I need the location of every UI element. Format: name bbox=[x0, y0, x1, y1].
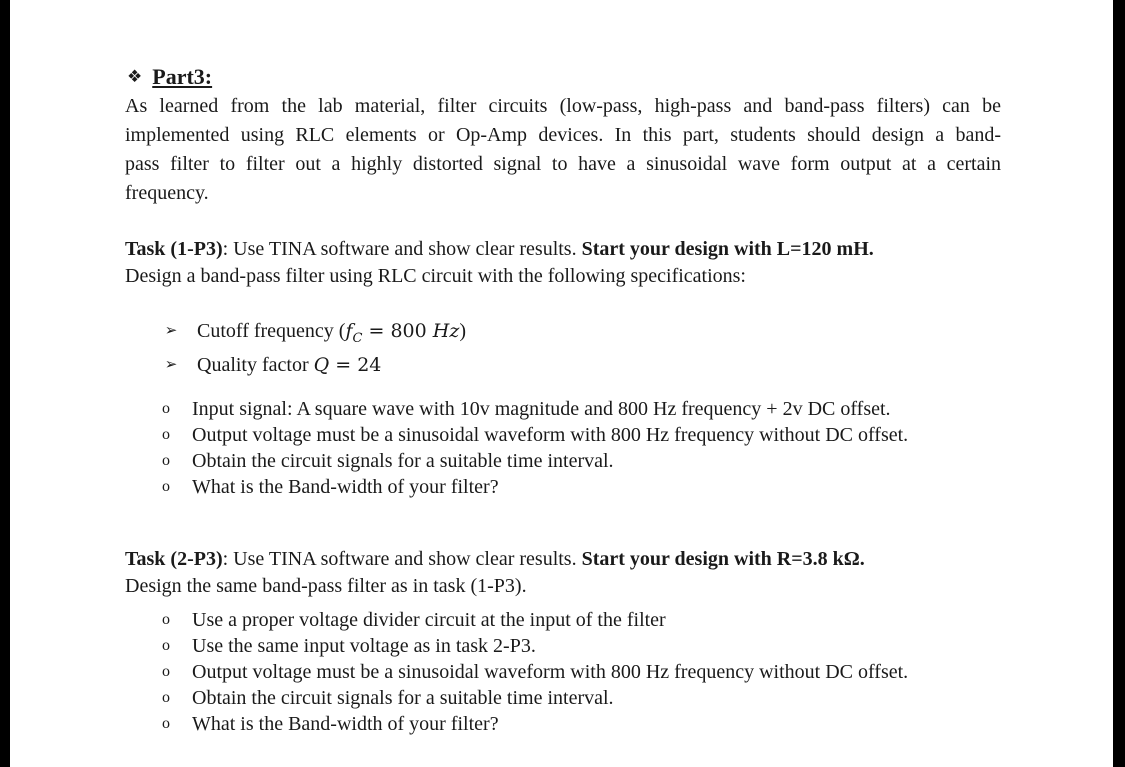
spec-math-value: = 800 bbox=[362, 320, 433, 342]
list-item-text: Use the same input voltage as in task 2-P3. bbox=[192, 635, 536, 657]
intro-paragraph bbox=[125, 92, 1001, 208]
list-item-text: Input signal: A square wave with 10v magnitude and 800 Hz frequency + 2v DC offset. bbox=[192, 398, 891, 420]
part-title: Part3: bbox=[152, 64, 213, 89]
list-item bbox=[156, 422, 908, 448]
list-item bbox=[156, 685, 908, 711]
list-item-text: Output voltage must be a sinusoidal waveform with 800 Hz frequency without DC offset. bbox=[192, 661, 909, 683]
circle-bullet-icon: o bbox=[162, 611, 170, 628]
arrow-bullet-icon: ➢ bbox=[164, 323, 178, 339]
arrow-bullet-icon: ➢ bbox=[164, 357, 178, 373]
list-item bbox=[156, 607, 908, 633]
spec-math-subscript: C bbox=[352, 331, 363, 346]
document-page bbox=[10, 0, 1113, 767]
intro-line: frequency. bbox=[125, 182, 209, 204]
task1-label: Task (1-P3) bbox=[125, 238, 223, 260]
spec-item bbox=[161, 352, 466, 378]
list-item-text: Output voltage must be a sinusoidal waveform with 800 Hz frequency without DC offset. bbox=[192, 424, 909, 446]
task1-header bbox=[125, 236, 1025, 290]
task1-specs-list bbox=[161, 318, 466, 378]
circle-bullet-icon: o bbox=[162, 689, 170, 706]
spec-math-unit: Hz bbox=[432, 320, 460, 342]
spec-prefix: Cutoff frequency ( bbox=[197, 320, 346, 342]
task2-bold-text: Start your design with R=3.8 kΩ. bbox=[581, 548, 865, 570]
spec-suffix: ) bbox=[459, 320, 467, 342]
list-item bbox=[156, 659, 908, 685]
part-heading bbox=[127, 64, 212, 90]
spec-item bbox=[161, 318, 466, 352]
circle-bullet-icon: o bbox=[162, 452, 170, 469]
circle-bullet-icon: o bbox=[162, 637, 170, 654]
list-item-text: What is the Band-width of your filter? bbox=[192, 713, 499, 735]
circle-bullet-icon: o bbox=[162, 478, 170, 495]
intro-line: pass filter to filter out a highly distorted signal to have a sinusoidal wave form output at a certain bbox=[125, 153, 1001, 175]
list-item-text: Use a proper voltage divider circuit at the input of the filter bbox=[192, 609, 666, 631]
task2-text: : Use TINA software and show clear results. bbox=[222, 548, 582, 570]
list-item-text: Obtain the circuit signals for a suitable time interval. bbox=[192, 687, 614, 709]
intro-line: implemented using RLC elements or Op-Amp devices. In this part, students should design a band- bbox=[125, 124, 1001, 146]
intro-line: As learned from the lab material, filter circuits (low-pass, high-pass and band-pass filters) can be bbox=[125, 95, 1001, 117]
list-item bbox=[156, 474, 908, 500]
task1-bold-text: Start your design with L=120 mH. bbox=[581, 238, 874, 260]
spec-prefix: Quality factor bbox=[197, 354, 314, 376]
task1-text: : Use TINA software and show clear results. bbox=[222, 238, 582, 260]
spec-math-value: = 24 bbox=[329, 354, 382, 376]
list-item-text: What is the Band-width of your filter? bbox=[192, 476, 499, 498]
task2-line2: Design the same band-pass filter as in task (1-P3). bbox=[125, 575, 527, 597]
spec-math-symbol: Q bbox=[313, 354, 330, 376]
list-item bbox=[156, 396, 908, 422]
circle-bullet-icon: o bbox=[162, 663, 170, 680]
circle-bullet-icon: o bbox=[162, 400, 170, 417]
list-item-text: Obtain the circuit signals for a suitable time interval. bbox=[192, 450, 614, 472]
task2-line1 bbox=[125, 546, 1025, 573]
task2-label: Task (2-P3) bbox=[125, 548, 223, 570]
list-item bbox=[156, 448, 908, 474]
circle-bullet-icon: o bbox=[162, 715, 170, 732]
list-item bbox=[156, 711, 908, 737]
circle-bullet-icon: o bbox=[162, 426, 170, 443]
list-item bbox=[156, 633, 908, 659]
diamond-bullet-icon: ❖ bbox=[127, 67, 143, 86]
task2-header bbox=[125, 546, 1025, 600]
spec-math-symbol: f bbox=[345, 320, 353, 342]
task2-items-list bbox=[156, 607, 908, 737]
task1-items-list bbox=[156, 396, 908, 500]
task1-line1 bbox=[125, 236, 1025, 263]
task1-line2: Design a band-pass filter using RLC circuit with the following specifications: bbox=[125, 265, 746, 287]
